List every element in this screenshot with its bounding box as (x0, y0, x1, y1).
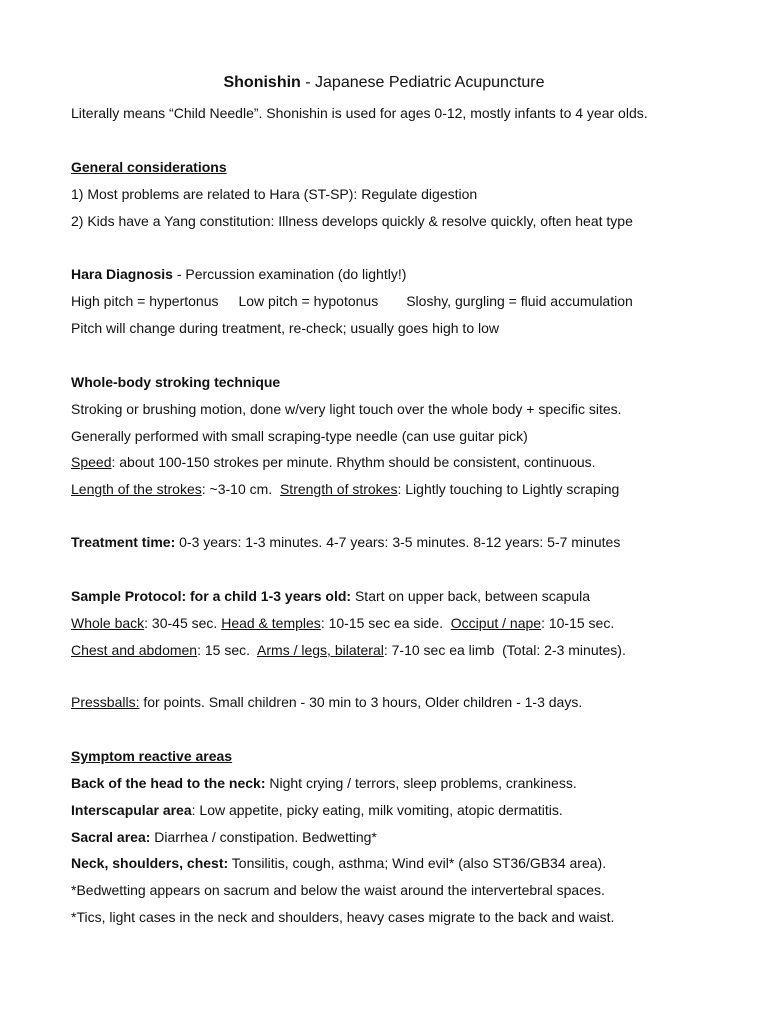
speed-label: Speed (71, 454, 112, 470)
hara-heading-bold: Hara Diagnosis (71, 266, 173, 282)
stroking-length-strength (71, 480, 619, 498)
symptoms-heading-text: Symptom reactive areas (71, 748, 233, 764)
hara-pitch-line (71, 292, 633, 310)
whole-back-label: Whole back (71, 615, 145, 631)
page-title (0, 73, 768, 93)
pressballs-line (71, 693, 582, 711)
symptom-neck-text: Tonsilitis, cough, asthma; Wind evil* (also ST36/GB34 area). (228, 855, 607, 871)
stroking-heading-text: Whole-body stroking technique (71, 374, 281, 390)
title-bold: Shonishin (223, 74, 301, 91)
pitch-high: High pitch = hypertonus (71, 293, 219, 309)
protocol-heading (71, 587, 590, 605)
treatment-time (71, 533, 620, 551)
title-rest: - Japanese Pediatric Acupuncture (300, 74, 545, 91)
strength-text: : Lightly touching to Lightly scraping (397, 481, 620, 497)
chest-label: Chest and abdomen (71, 642, 198, 658)
hara-heading-rest: - Percussion examination (do lightly!) (172, 266, 407, 282)
length-label: Length of the strokes (71, 481, 202, 497)
symptom-head-neck (71, 774, 577, 792)
symptom-note-2: *Tics, light cases in the neck and shoulders, heavy cases migrate to the back and waist. (71, 909, 615, 925)
stroking-line-2: Generally performed with small scraping-type needle (can use guitar pick) (71, 428, 528, 444)
pitch-low: Low pitch = hypotonus (238, 293, 379, 309)
head-temples-text: : 10-15 sec ea side. (320, 615, 451, 631)
symptom-sacral-text: Diarrhea / constipation. Bedwetting* (150, 829, 377, 845)
hara-pitch-change: Pitch will change during treatment, re-check; usually goes high to low (71, 320, 499, 336)
pitch-sloshy: Sloshy, gurgling = fluid accumulation (406, 293, 633, 309)
stroking-heading (71, 373, 280, 391)
occiput-label: Occiput / nape (450, 615, 542, 631)
whole-back-text: : 30-45 sec. (144, 615, 222, 631)
speed-text: : about 100-150 strokes per minute. Rhythm should be consistent, continuous. (111, 454, 596, 470)
symptom-neck-shoulders (71, 854, 606, 872)
protocol-text: Start on upper back, between scapula (351, 588, 591, 604)
occiput-text: : 10-15 sec. (541, 615, 615, 631)
symptom-note-1: *Bedwetting appears on sacrum and below the waist around the intervertebral spaces. (71, 882, 605, 898)
treatment-text: 0-3 years: 1-3 minutes. 4-7 years: 3-5 minutes. 8-12 years: 5-7 minutes (175, 534, 621, 550)
symptom-inter-label: Interscapular area (71, 802, 192, 818)
general-heading (71, 158, 227, 176)
stroking-line-1: Stroking or brushing motion, done w/very light touch over the whole body + specific sites. (71, 401, 622, 417)
chest-text: : 15 sec. (197, 642, 258, 658)
symptom-sacral-label: Sacral area: (71, 829, 151, 845)
symptom-head-text: Night crying / terrors, sleep problems, crankiness. (265, 775, 577, 791)
symptom-interscapular (71, 801, 563, 819)
protocol-line-2 (71, 641, 626, 659)
arms-label: Arms / legs, bilateral (257, 642, 384, 658)
intro-text: Literally means “Child Needle”. Shonishin is used for ages 0-12, mostly infants to 4 year olds. (71, 105, 648, 121)
arms-text: : 7-10 sec ea limb (Total: 2-3 minutes). (383, 642, 626, 658)
general-item-1: 1) Most problems are related to Hara (ST-SP): Regulate digestion (71, 186, 478, 202)
pressballs-label: Pressballs: (71, 694, 140, 710)
general-item-2: 2) Kids have a Yang constitution: Illness develops quickly & resolve quickly, often heat type (71, 213, 633, 229)
head-temples-label: Head & temples (221, 615, 321, 631)
strength-label: Strength of strokes (279, 481, 398, 497)
protocol-label: Sample Protocol: for a child 1-3 years old: (71, 588, 352, 604)
symptoms-heading (71, 747, 232, 765)
length-text: : ~3-10 cm. (201, 481, 280, 497)
symptom-inter-text: : Low appetite, picky eating, milk vomiting, atopic dermatitis. (191, 802, 563, 818)
symptom-neck-label: Neck, shoulders, chest: (71, 855, 229, 871)
stroking-speed (71, 453, 596, 471)
symptom-sacral (71, 828, 377, 846)
protocol-line-1 (71, 614, 614, 632)
hara-heading (71, 265, 406, 283)
symptom-head-label: Back of the head to the neck: (71, 775, 266, 791)
pressballs-text: for points. Small children - 30 min to 3 hours, Older children - 1-3 days. (139, 694, 583, 710)
treatment-label: Treatment time: (71, 534, 176, 550)
general-heading-text: General considerations (71, 159, 227, 175)
